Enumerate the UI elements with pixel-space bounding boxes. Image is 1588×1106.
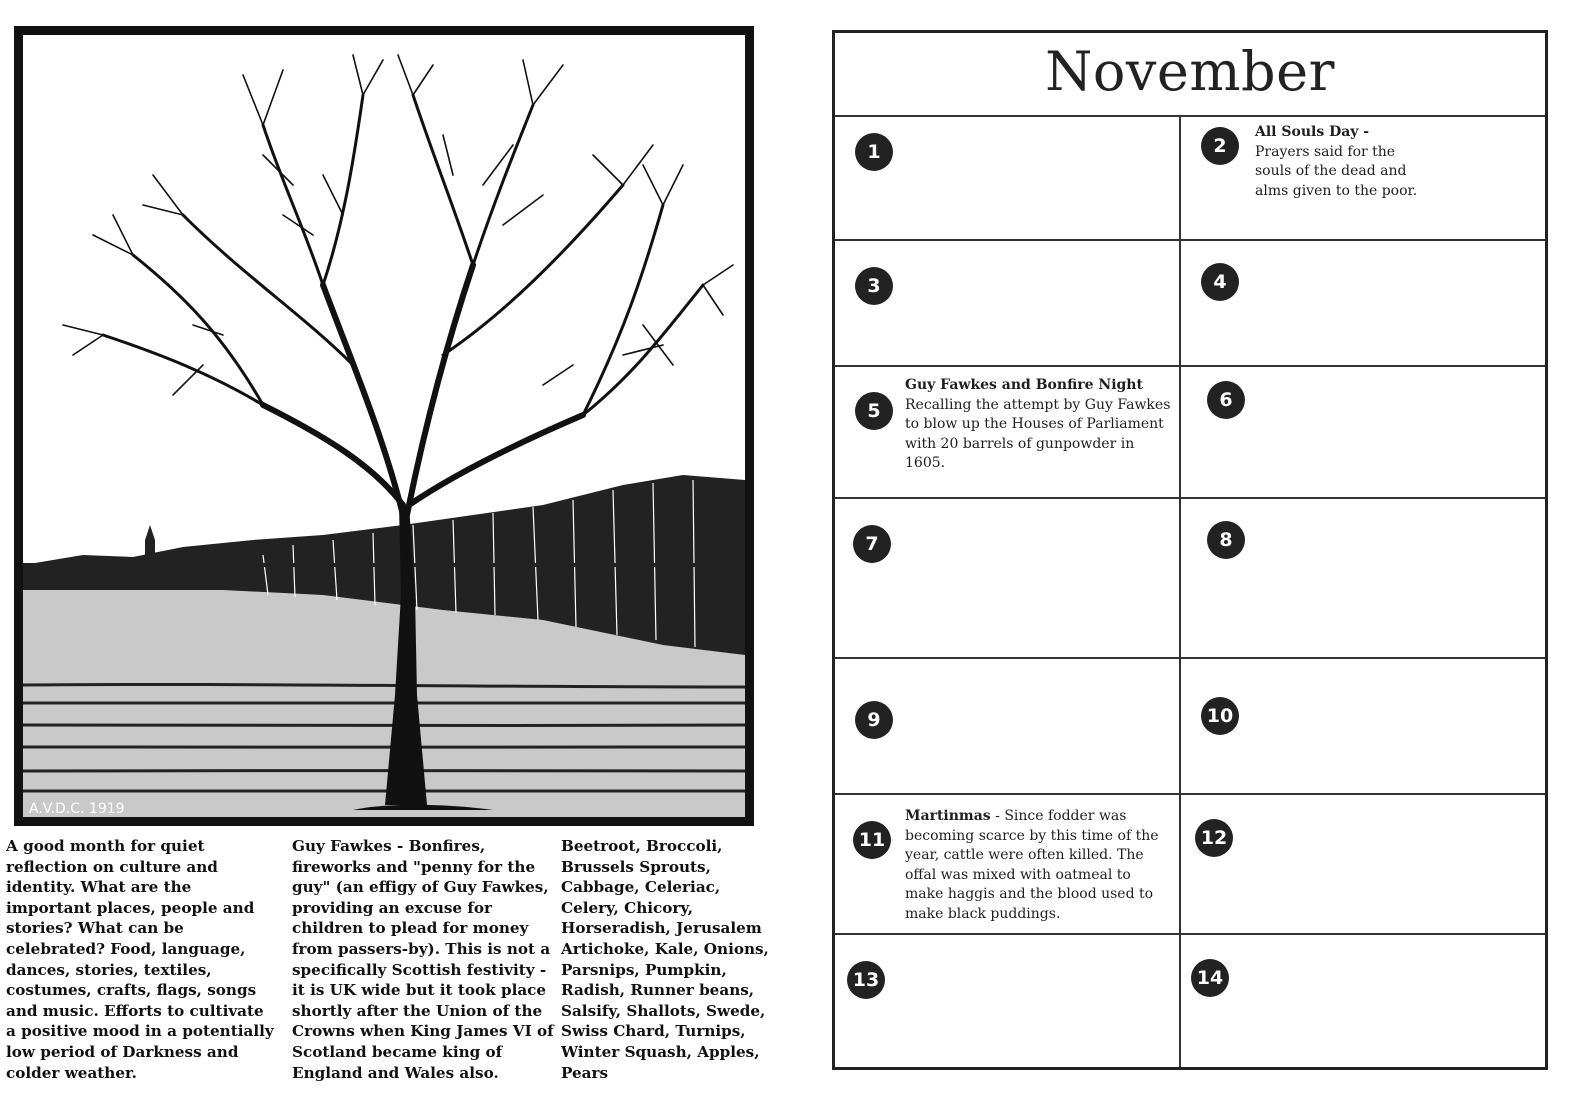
day-cell-1 bbox=[835, 115, 1179, 239]
day-number-badge: 6 bbox=[1207, 381, 1245, 419]
day-cell-7 bbox=[835, 497, 1179, 657]
tree-landscape-image bbox=[23, 35, 745, 817]
day-number-badge: 5 bbox=[855, 392, 893, 430]
day-note-text: Recalling the attempt by Guy Fawkes to blow up the Houses of Parliament with 20 barrels of gunpowder in 1605. bbox=[905, 396, 1171, 472]
november-calendar bbox=[832, 30, 1548, 1070]
illustration-signature: A.V.D.C. 1919 bbox=[29, 801, 125, 817]
day-note bbox=[905, 376, 1177, 474]
day-note bbox=[1255, 123, 1425, 201]
day-cell-10 bbox=[1179, 657, 1551, 793]
day-note-title: All Souls Day - bbox=[1255, 124, 1370, 140]
day-number-badge: 9 bbox=[855, 701, 893, 739]
day-cell-2 bbox=[1179, 115, 1551, 239]
day-note bbox=[905, 807, 1173, 925]
day-number-badge: 12 bbox=[1195, 819, 1233, 857]
woodcut-illustration bbox=[14, 26, 754, 826]
day-note-text: - Since fodder was becoming scarce by this time of the year, cattle were often killed. The offal was mixed with oatmeal to make haggis and the blood used to make black puddings. bbox=[905, 808, 1159, 922]
month-title: November bbox=[1045, 40, 1335, 103]
day-cell-4 bbox=[1179, 239, 1551, 365]
day-cell-5 bbox=[835, 365, 1179, 497]
calendar-grid bbox=[835, 115, 1545, 1067]
day-cell-6 bbox=[1179, 365, 1551, 497]
guy-fawkes-text bbox=[292, 836, 554, 1083]
day-number-badge: 2 bbox=[1201, 127, 1239, 165]
day-cell-9 bbox=[835, 657, 1179, 793]
day-note-title: Guy Fawkes and Bonfire Night bbox=[905, 377, 1143, 393]
day-number-badge: 1 bbox=[855, 133, 893, 171]
day-cell-3 bbox=[835, 239, 1179, 365]
guy-fawkes-title: Guy Fawkes bbox=[292, 837, 392, 855]
day-cell-11 bbox=[835, 793, 1179, 933]
day-number-badge: 14 bbox=[1191, 959, 1229, 997]
reflection-text: A good month for quiet reflection on culture and identity. What are the important places, people and stories? What can be celebrated? Food, language, dances, stories, textiles, costumes, crafts, flags, songs and music. Efforts to cultivate a positive mood in a potentially low period of Darkness and colder weather. bbox=[6, 837, 274, 1082]
day-number-badge: 10 bbox=[1201, 697, 1239, 735]
day-number-badge: 8 bbox=[1207, 521, 1245, 559]
day-cell-8 bbox=[1179, 497, 1551, 657]
day-number-badge: 3 bbox=[855, 267, 893, 305]
day-number-badge: 11 bbox=[853, 821, 891, 859]
day-number-badge: 7 bbox=[853, 525, 891, 563]
day-note-text: Prayers said for the souls of the dead and alms given to the poor. bbox=[1255, 143, 1418, 199]
day-note-title: Martinmas bbox=[905, 808, 991, 824]
day-cell-12 bbox=[1179, 793, 1551, 933]
produce-list: Beetroot, Broccoli, Brussels Sprouts, Cabbage, Celeriac, Celery, Chicory, Horseradish, Jerusalem Artichoke, Kale, Onions, Parsnips, Pumpkin, Radish, Runner beans, Salsify, Shallots, Swede, Swiss Chard, Turnips, Winter Squash, Apples, Pears bbox=[561, 837, 769, 1082]
day-cell-14 bbox=[1179, 933, 1551, 1067]
day-cell-13 bbox=[835, 933, 1179, 1067]
day-number-badge: 13 bbox=[847, 961, 885, 999]
guy-fawkes-body: - Bonfires, fireworks and "penny for the guy" (an effigy of Guy Fawkes, providing an excuse for children to plead for money from passers-by). This is not a specifically Scottish festivity - it is UK wide but it took place shortly after the Union of the Crowns when King James VI of Scotland became king of England and Wales also. bbox=[292, 837, 554, 1082]
day-number-badge: 4 bbox=[1201, 263, 1239, 301]
